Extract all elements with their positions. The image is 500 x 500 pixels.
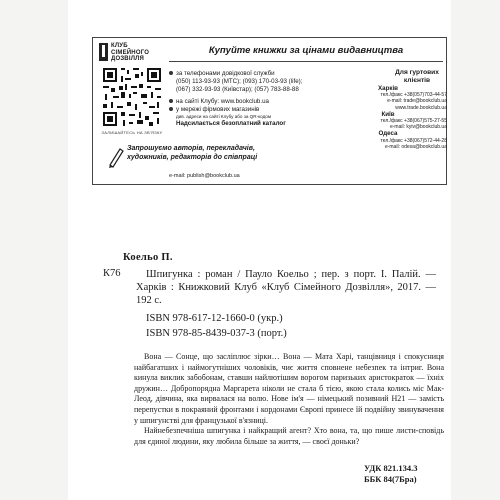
catalog-entry: Шпигунка : роман / Пауло Коельо ; пер. з порт. І. Палій. — Харків : Книжковий Клуб «Клуб Сімейного Дозвілля», 2017. — 192 с.: [136, 269, 436, 306]
shops-row: [169, 106, 327, 114]
isbn-port: ISBN 978-85-8439-037-3 (порт.): [146, 328, 287, 339]
logo-line-3: ДОЗВІЛЛЯ: [111, 56, 145, 62]
phones-label: за телефонами довідкової служби: [176, 70, 275, 77]
pen-icon: [107, 146, 125, 168]
bullet-icon: [169, 71, 173, 75]
qr-caption: ЗАЛИШАЙТЕСЬ НА ЗВ'ЯЗКУ: [101, 130, 163, 135]
phones-line-2: (067) 332-93-93 (Київстар); (057) 783-88-88: [176, 86, 299, 94]
phones-row: [169, 70, 327, 78]
invite-line-1: Запрошуємо авторів, перекладачів,: [127, 145, 255, 152]
kharkiv-site[interactable]: www.trade.bookclub.ua: [395, 104, 447, 111]
udk-code: УДК 821.134.3: [364, 463, 418, 473]
city-kyiv: Київ: [381, 110, 395, 118]
annotation-paragraph-2: Найнебезпечніша шпигунка і найкращий агент? Хто вона, та, що пише листи-сповідь для єдиної людини, яку любила більше за життя, — своєї доньки?: [134, 426, 444, 446]
bullet-icon: [169, 107, 173, 111]
site-row: [169, 98, 327, 106]
shops-note: див. адреси на сайті Клубу або за QR-кодом: [176, 114, 272, 120]
kharkiv-tel: тел./факс +38(057)703-44-57: [380, 92, 447, 99]
contact-info: [169, 70, 327, 128]
odesa-tel: тел./факс +38(067)572-44-28: [380, 137, 447, 144]
site-label[interactable]: на сайті Клубу: www.bookclub.ua: [176, 97, 269, 105]
kyiv-tel: тел./факс +38(067)575-27-55: [380, 118, 447, 125]
shops-label: у мережі фірмових магазинів: [176, 105, 260, 113]
kharkiv-email[interactable]: e-mail: trade@bookclub.ua: [387, 98, 447, 105]
city-odesa: Одеса: [378, 130, 398, 138]
wholesale-title: Для гуртових клієнтів: [395, 69, 439, 84]
city-kharkiv: Харків: [378, 85, 398, 92]
logo-line-1: КЛУБ: [111, 43, 128, 49]
bullet-icon: [169, 99, 173, 103]
invite-text: [127, 144, 347, 162]
isbn-ukr: ISBN 978-617-12-1660-0 (укр.): [146, 313, 283, 324]
annotation: [134, 352, 444, 447]
ad-headline: Купуйте книжки за цінами видавництва: [169, 43, 443, 62]
kyiv-email[interactable]: e-mail: kyiv@bookclub.ua: [389, 124, 447, 131]
invite-line-2: художників, редакторів до співпраці: [127, 154, 258, 161]
publisher-ad-box: [92, 37, 447, 185]
annotation-paragraph-1: Вона — Сонце, що засліплює зірки… Вона — Мата Харі, танцівниця і спокусниця найбагатших і наймогутніших чоловіків, чиє життя сповнене небезпек та інтриг. Вона кинула виклик забобонам, ставши найлютішим ворогом паризьких аристократок — їхніх дружин… Добропорядна Маргарета ніколи не стала б тією, якою стала колись міс Мак-Леод, дівчина, яка вирвалася на волю. Нове ім'я — німецький позивний H21 — замість перепустки в покраяний фронтами і кордонами Європі принесе їй подвійну звинувачення у шпигунстві для французької в'язниці.: [134, 352, 444, 425]
odesa-email[interactable]: e-mail: odesa@bookclub.ua: [384, 143, 447, 150]
club-logo: [99, 43, 163, 63]
qr-code-icon[interactable]: [101, 66, 163, 128]
wholesale-contacts: [329, 85, 447, 150]
bbk-code: ББК 84(7Бра): [364, 473, 417, 484]
phones-line-1: (050) 113-93-93 (МТС); (093) 170-03-93 (life);: [176, 78, 303, 86]
invite-email[interactable]: e-mail: publish@bookclub.ua: [169, 173, 240, 179]
logo-line-2: СІМЕЙНОГО: [111, 49, 150, 56]
catalog-code: К76: [103, 268, 121, 279]
classification-codes: [364, 463, 418, 484]
catalog-author: Коельо П.: [123, 252, 173, 263]
club-logo-mark-icon: [99, 43, 108, 61]
catalog-label: Надсилається безоплатний каталог: [176, 120, 286, 128]
